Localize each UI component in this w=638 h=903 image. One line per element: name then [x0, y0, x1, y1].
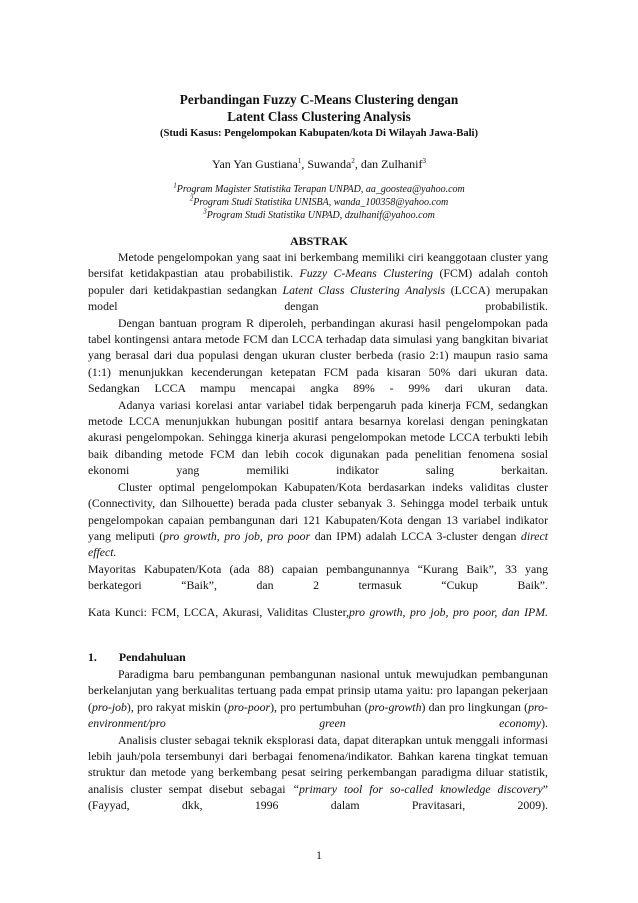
author-2-sup: 2	[351, 157, 355, 165]
author-3: , dan Zulhanif	[354, 157, 423, 171]
affiliation-1-text: Program Magister Statistika Terapan UNPAD, aa_goostea@yahoo.com	[176, 184, 465, 195]
page-number: 1	[316, 850, 322, 862]
abstract-p1-text-a: Metode pengelompokan yang saat ini berkembang memiliki ciri keanggotaan cluster yang bersifat ketidakpastian atau probabilistik.	[88, 250, 548, 281]
s1-p2-quote: “primary tool for so-called knowledge discovery	[292, 781, 543, 796]
abstract-p1-text-c: (LCCA) merupakan model dengan probabilistik.	[88, 282, 548, 314]
section-1-paragraph-1	[88, 666, 548, 732]
abstract-paragraph-3: Adanya variasi korelasi antar variabel tidak berpengaruh pada kinerja FCM, sedangkan metode LCCA menunjukkan hubungan positif antara besarnya korelasi dengan peningkatan akurasi pengelompokan. Sehingga kinerja akurasi pengelompokan metode LCCA terbukti lebih baik dibanding metode FCM dan lebih cocok digunakan pada penelitian fenomena sosial ekonomi yang memiliki indikator saling berkaitan.	[88, 397, 548, 478]
abstract-p4-text-b: dan IPM) adalah LCCA 3-cluster dengan	[310, 528, 521, 543]
s1-p1-term-pro-poor: pro-poor	[227, 699, 271, 714]
s1-p2-text-a: Analisis cluster sebagai teknik eksplorasi data, dapat diterapkan untuk menggali informasi lebih jauh/pola tersembunyi dari berbagai fenomena/indikator. Bahkan karena tingkat temuan struktur dan metode yang berkembang pesat seiring perkembangan paradigma diluar statistik, analisis cluster sempat disebut sebagai	[88, 732, 548, 796]
paper-title-line-2: Latent Class Clustering Analysis	[227, 109, 411, 124]
paper-subtitle: (Studi Kasus: Pengelompokan Kabupaten/kota Di Wilayah Jawa-Bali)	[159, 128, 479, 139]
affiliation-3-sup: 3	[203, 207, 207, 216]
affiliation-3	[0, 207, 638, 221]
author-1: Yan Yan Gustiana	[212, 157, 298, 171]
s1-p1-term-pro-environment: pro-environment/pro green economy	[88, 699, 548, 731]
abstract-p1-term-lcca: Latent Class Clustering Analysis	[282, 282, 446, 297]
affiliation-1	[0, 181, 638, 195]
keywords-italic: pro growth, pro job, pro poor, dan IPM.	[349, 605, 548, 619]
author-3-sup: 3	[422, 157, 426, 165]
affiliation-3-text: Program Studi Statistika UNPAD, dzulhanif@yahoo.com	[206, 210, 435, 221]
section-1-heading	[88, 650, 186, 665]
affiliation-2-text: Program Studi Statistika UNISBA, wanda_100358@yahoo.com	[193, 197, 449, 208]
abstract-heading: ABSTRAK	[289, 234, 348, 248]
abstract-paragraph-5: Mayoritas Kabupaten/Kota (ada 88) capaian pembangunannya “Kurang Baik”, 33 yang berkategori “Baik”, dan 2 termasuk “Cukup Baik”.	[88, 561, 548, 593]
s1-p1-text-d: ) dan pro lingkungan (	[421, 699, 529, 714]
abstract-paragraph-2: Dengan bantuan program R diperoleh, perbandingan akurasi hasil pengelompokan pada tabel kontingensi antara metode FCM dan LCCA terhadap data simulasi yang bangkitan bivariat yang berasal dari dua populasi dengan ukuran cluster berbeda (rasio 2:1) maupun rasio sama (1:1) menunjukkan kecenderungan ketepatan FCM pada kisaran 50% dari ukuran data. Sedangkan LCCA mampu mencapai angka 89% - 99% dari ukuran data.	[88, 315, 548, 396]
author-line	[0, 157, 638, 172]
keywords-label: Kata Kunci: FCM, LCCA, Akurasi, Validitas Cluster,	[88, 605, 350, 619]
paper-title-line-1: Perbandingan Fuzzy C-Means Clustering dengan	[179, 92, 459, 107]
abstract-p4-term-direct-effect: direct effect.	[88, 528, 549, 560]
s1-p2-text-b: ” (Fayyad, dkk, 1996 dalam Pravitasari, 2009).	[88, 781, 548, 813]
section-1-number: 1.	[88, 650, 97, 664]
affiliation-2-sup: 2	[189, 194, 194, 203]
s1-p1-term-pro-job: pro-job	[91, 699, 127, 714]
abstract-p4-term-indicators: pro growth, pro job, pro poor	[163, 528, 311, 543]
s1-p1-term-pro-growth: pro-growth	[368, 699, 422, 714]
section-1-body	[88, 666, 548, 814]
abstract-body	[88, 249, 548, 594]
s1-p1-text-e: ).	[541, 716, 548, 731]
abstract-p4-text-a: Cluster optimal pengelompokan Kabupaten/Kota berdasarkan indeks validitas cluster (Connectivity, dan Silhouette) berada pada cluster sebanyak 3. Sehingga model terbaik untuk pengelompokan capaian pembangunan dari 121 Kabupaten/Kota dengan 13 variabel indikator yang meliputi (	[88, 479, 548, 543]
abstract-paragraph-4	[88, 479, 548, 561]
section-1-title: Pendahuluan	[118, 650, 186, 664]
affiliation-1-sup: 1	[173, 181, 177, 190]
affiliation-2	[0, 194, 638, 208]
abstract-p1-text-b: (FCM) adalah contoh populer dari ketidakpastian sedangkan	[88, 266, 549, 297]
keywords	[88, 604, 548, 620]
abstract-p1-term-fcm: Fuzzy C-Means Clustering	[299, 266, 434, 281]
s1-p1-text-a: Paradigma baru pembangunan pembangunan nasional untuk mewujudkan pembangunan berkelanjutan yang berkualitas tertuang pada empat prinsip utama yaitu: pro lapangan pekerjaan (	[88, 667, 548, 714]
s1-p1-text-c: ), pro pertumbuhan (	[270, 699, 369, 714]
s1-p1-text-b: ), pro rakyat miskin (	[126, 699, 228, 714]
author-1-sup: 1	[297, 157, 302, 165]
section-1-paragraph-2	[88, 732, 548, 814]
author-2: , Suwanda	[301, 157, 352, 171]
abstract-paragraph-1	[88, 249, 548, 315]
